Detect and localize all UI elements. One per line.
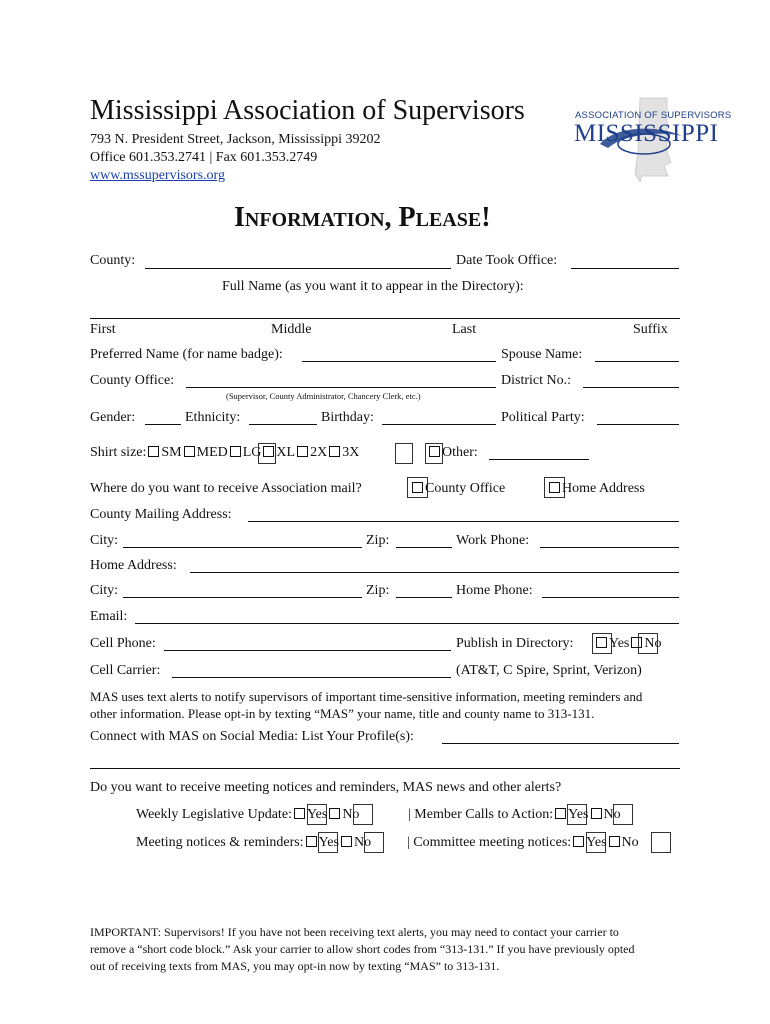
birthday-label: Birthday: xyxy=(321,410,374,425)
email-field[interactable] xyxy=(135,623,679,624)
shirt-other-label: Other: xyxy=(442,445,478,460)
home-phone-field[interactable] xyxy=(542,597,679,598)
home-phone-label: Home Phone: xyxy=(456,583,533,598)
meeting-yes-checkbox[interactable] xyxy=(306,836,317,847)
shirt-lg-box-outline xyxy=(258,443,276,464)
shirt-other-row xyxy=(427,445,478,461)
work-city-field[interactable] xyxy=(123,547,362,548)
shirt-size-row xyxy=(90,445,359,461)
organization-phone-fax: Office 601.353.2741 | Fax 601.353.2749 xyxy=(90,150,318,165)
text-alerts-line-1: MAS uses text alerts to notify supervisors of important time-sensitive information, meeting reminders and xyxy=(90,689,643,704)
district-no-field[interactable] xyxy=(583,387,679,388)
shirt-sm-checkbox[interactable] xyxy=(148,446,159,457)
member-calls-no-checkbox[interactable] xyxy=(591,808,602,819)
home-city-field[interactable] xyxy=(123,597,362,598)
mail-question: Where do you want to receive Association mail? xyxy=(90,481,362,496)
publish-yes-checkbox[interactable] xyxy=(596,637,607,648)
text-alerts-line-2: other information. Please opt-in by texting “MAS” your name, title and county name to 313-131. xyxy=(90,706,595,721)
meeting-notices-row xyxy=(136,835,371,851)
publish-directory-options xyxy=(594,636,662,652)
political-party-field[interactable] xyxy=(597,424,679,425)
shirt-med-checkbox[interactable] xyxy=(184,446,195,457)
gender-field[interactable] xyxy=(145,424,181,425)
member-calls-yes-checkbox[interactable] xyxy=(555,808,566,819)
full-name-field[interactable] xyxy=(90,318,680,319)
weekly-no-checkbox[interactable] xyxy=(329,808,340,819)
shirt-3x-checkbox[interactable] xyxy=(329,446,340,457)
committee-no-box-outline xyxy=(651,832,671,853)
county-label: County: xyxy=(90,253,136,268)
full-name-prompt: Full Name (as you want it to appear in the Directory): xyxy=(222,279,524,294)
county-mailing-address-label: County Mailing Address: xyxy=(90,507,232,522)
social-media-field[interactable] xyxy=(442,743,679,744)
publish-no-label: No xyxy=(644,636,662,651)
spouse-name-field[interactable] xyxy=(595,361,679,362)
publish-no-checkbox[interactable] xyxy=(631,637,642,648)
mail-home-address-checkbox[interactable] xyxy=(549,482,560,493)
shirt-other-checkbox[interactable] xyxy=(429,446,440,457)
cell-phone-label: Cell Phone: xyxy=(90,636,156,651)
form-title: Information, Please! xyxy=(234,202,491,233)
work-phone-label: Work Phone: xyxy=(456,533,530,548)
shirt-sm-label: SM xyxy=(161,445,182,460)
date-took-office-label: Date Took Office: xyxy=(456,253,558,268)
email-label: Email: xyxy=(90,609,128,624)
last-name-label: Last xyxy=(452,322,477,337)
home-zip-field[interactable] xyxy=(396,597,452,598)
meeting-no-label: No xyxy=(353,835,372,850)
preferred-name-field[interactable] xyxy=(302,361,496,362)
organization-name: Mississippi Association of Supervisors xyxy=(90,95,525,126)
weekly-no-label: No xyxy=(342,807,360,822)
cell-carrier-field[interactable] xyxy=(172,677,451,678)
gender-label: Gender: xyxy=(90,410,136,425)
committee-yes-checkbox[interactable] xyxy=(573,836,584,847)
committee-no-checkbox[interactable] xyxy=(609,836,620,847)
mail-county-office-label: County Office xyxy=(425,481,506,496)
meeting-yes-label: Yes xyxy=(318,835,339,850)
logo-tagline: ASSOCIATION OF SUPERVISORS xyxy=(575,110,732,121)
weekly-legislative-row xyxy=(136,807,359,823)
home-address-field[interactable] xyxy=(190,572,679,573)
shirt-2x-label: 2X xyxy=(310,445,328,460)
cell-carrier-label: Cell Carrier: xyxy=(90,663,161,678)
member-calls-row xyxy=(408,807,621,823)
publish-directory-label: Publish in Directory: xyxy=(456,636,574,651)
work-zip-label: Zip: xyxy=(366,533,390,548)
date-took-office-field[interactable] xyxy=(571,268,679,269)
suffix-label: Suffix xyxy=(633,322,668,337)
middle-name-label: Middle xyxy=(271,322,312,337)
shirt-lg-checkbox[interactable] xyxy=(230,446,241,457)
weekly-legislative-label: Weekly Legislative Update: xyxy=(136,807,292,822)
shirt-size-label: Shirt size: xyxy=(90,445,147,460)
ethnicity-field[interactable] xyxy=(249,424,317,425)
weekly-yes-label: Yes xyxy=(306,807,328,822)
work-zip-field[interactable] xyxy=(396,547,452,548)
ethnicity-label: Ethnicity: xyxy=(185,410,241,425)
member-calls-no-label: No xyxy=(603,807,621,822)
district-no-label: District No.: xyxy=(501,373,571,388)
shirt-med-label: MED xyxy=(196,445,228,460)
shirt-lg-label: LG xyxy=(242,445,262,460)
county-office-hint: (Supervisor, County Administrator, Chancery Clerk, etc.) xyxy=(226,391,421,401)
county-office-label: County Office: xyxy=(90,373,175,388)
mas-logo xyxy=(572,92,732,187)
shirt-3x-label: 3X xyxy=(342,445,360,460)
important-line-3: out of receiving texts from MAS, you may opt-in now by texting “MAS” to 313-131. xyxy=(90,959,500,973)
carrier-examples: (AT&T, C Spire, Sprint, Verizon) xyxy=(456,663,642,678)
mail-county-office-option xyxy=(410,481,505,497)
work-city-label: City: xyxy=(90,533,119,548)
cell-phone-field[interactable] xyxy=(164,650,451,651)
county-office-field[interactable] xyxy=(186,387,496,388)
shirt-3x-box-outline xyxy=(395,443,413,464)
home-city-label: City: xyxy=(90,583,119,598)
important-line-1: IMPORTANT: Supervisors! If you have not been receiving text alerts, you may need to contact your carrier to xyxy=(90,925,619,939)
home-address-label: Home Address: xyxy=(90,558,177,573)
county-field[interactable] xyxy=(145,268,451,269)
committee-row xyxy=(407,835,639,851)
shirt-other-field[interactable] xyxy=(489,459,589,460)
birthday-field[interactable] xyxy=(382,424,496,425)
first-name-label: First xyxy=(90,322,116,337)
social-media-field-2[interactable] xyxy=(90,768,680,769)
preferred-name-label: Preferred Name (for name badge): xyxy=(90,347,283,362)
logo-wordmark: MISSISSIPPI xyxy=(574,120,719,147)
home-zip-label: Zip: xyxy=(366,583,390,598)
social-media-label: Connect with MAS on Social Media: List Your Profile(s): xyxy=(90,729,414,744)
political-party-label: Political Party: xyxy=(501,410,585,425)
mail-county-office-checkbox[interactable] xyxy=(412,482,423,493)
mail-home-address-option xyxy=(547,481,645,497)
weekly-yes-checkbox[interactable] xyxy=(294,808,305,819)
mail-home-address-label: Home Address xyxy=(562,481,645,496)
committee-no-label: No xyxy=(621,835,639,850)
notices-question: Do you want to receive meeting notices and reminders, MAS news and other alerts? xyxy=(90,780,562,795)
work-phone-field[interactable] xyxy=(540,547,679,548)
meeting-notices-label: Meeting notices & reminders: xyxy=(136,835,304,850)
publish-yes-label: Yes xyxy=(609,636,630,651)
committee-yes-label: Yes xyxy=(586,835,607,850)
important-line-2: remove a “short code block.” Ask your carrier to allow short codes from “313-131.” If you have previously opted xyxy=(90,942,635,956)
county-mailing-address-field[interactable] xyxy=(248,521,679,522)
shirt-2x-checkbox[interactable] xyxy=(297,446,308,457)
website-link[interactable]: www.mssupervisors.org xyxy=(90,168,225,183)
organization-address: 793 N. President Street, Jackson, Mississippi 39202 xyxy=(90,132,381,147)
meeting-no-checkbox[interactable] xyxy=(341,836,352,847)
shirt-xl-label: XL xyxy=(276,445,296,460)
member-calls-label: | Member Calls to Action: xyxy=(408,807,554,822)
member-calls-yes-label: Yes xyxy=(568,807,589,822)
committee-label: | Committee meeting notices: xyxy=(407,835,572,850)
spouse-name-label: Spouse Name: xyxy=(501,347,583,362)
